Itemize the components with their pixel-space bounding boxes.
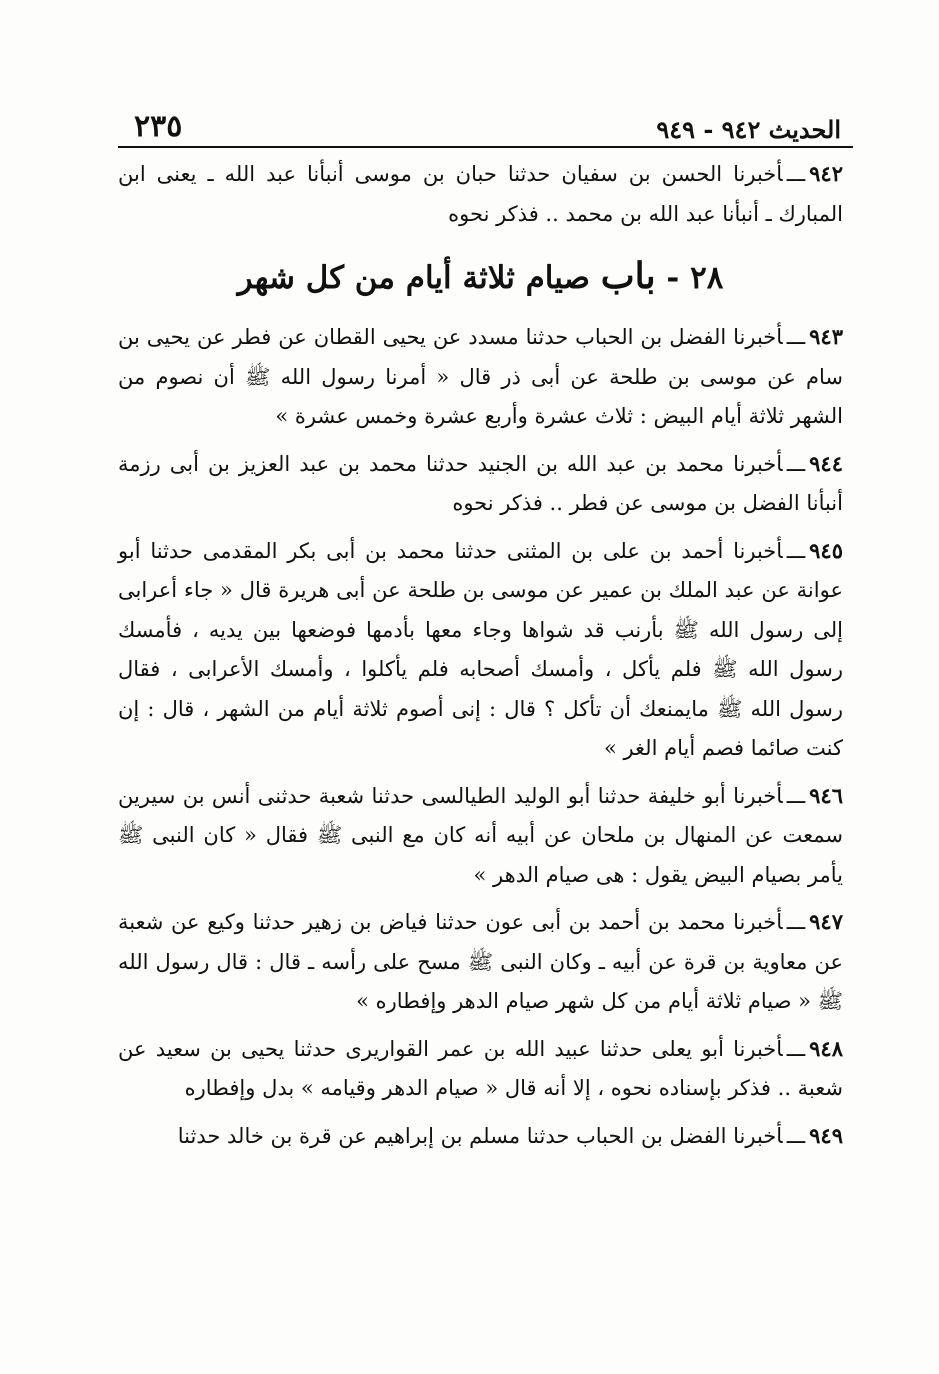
hadith-text: أخبرنا أبو خليفة حدثنا أبو الوليد الطيالسى حدثنا شعبة حدثنى أنس بن سيرين سمعت عن المنهال بن ملحان عن أبيه أنه كان مع النبى ﷺ فقال « كان النبى ﷺ يأمر بصيام البيض يقول : هى صيام الدهر » [118,783,843,887]
hadith-number: ٩٤٦ [809,782,843,808]
hadith-text: أخبرنا محمد بن أحمد بن أبى عون حدثنا فياض بن زهير حدثنا وكيع عن شعبة عن معاوية بن قرة عن أبيه ـ وكان النبى ﷺ مسح على رأسه ـ قال : قال رسول الله ﷺ « صيام ثلاثة أيام من كل شهر صيام الدهر وإفطاره » [118,910,843,1013]
page-body [118,154,843,1163]
hadith-943: ٩٤٣ـــأخبرنا الفضل بن الحباب حدثنا مسدد عن يحيى القطان عن فطر عن يحيى بن سام عن موسى بن طلحة عن أبى ذر قال « أمرنا رسول الله ﷺ أن نصوم من الشهر ثلاثة أيام البيض : ثلاث عشرة وأربع عشرة وخمس عشرة » [118,324,843,428]
hadith-948: ٩٤٨ـــأخبرنا أبو يعلى حدثنا عبيد الله بن عمر القواريرى حدثنا يحيى بن سعيد عن شعبة .. فذكر بإسناده نحوه ، إلا أنه قال « صيام الدهر وقيامه » بدل وإفطاره [118,1035,843,1100]
hadith-number: ٩٤٤ [809,450,843,476]
hadith-number: ٩٤٥ [809,537,843,563]
hadith-text: أخبرنا أبو يعلى حدثنا عبيد الله بن عمر القواريرى حدثنا يحيى بن سعيد عن شعبة .. فذكر بإسناده نحوه ، إلا أنه قال « صيام الدهر وقيامه » بدل وإفطاره [118,1036,843,1100]
header-rule [118,146,853,148]
hadith-number: ٩٤٨ [809,1035,843,1061]
hadith-text: أخبرنا محمد بن عبد الله بن الجنيد حدثنا محمد بن عبد العزيز بن أبى رزمة أنبأنا الفضل بن موسى عن فطر .. فذكر نحوه [118,451,843,515]
hadith-text: أخبرنا أحمد بن على بن المثنى حدثنا محمد بن أبى بكر المقدمى حدثنا أبو عوانة عن عبد الملك بن عمير عن موسى بن طلحة عن أبى هريرة قال « جاء أعرابى إلى رسول الله ﷺ بأرنب قد شواها وجاء معها بأدمها فوضعها بين يديه ، فأمسك رسول الله ﷺ فلم يأكل ، وأمسك أصحابه فلم يأكلوا ، وأمسك الأعرابى ، فقال رسول الله ﷺ مايمنعك أن تأكل ؟ قال : إنى أصوم ثلاثة أيام من الشهر ، قال : إن كنت صائما فصم أيام الغر » [118,538,843,760]
hadith-number: ٩٤٧ [809,909,843,934]
chapter-title: صيام ثلاثة أيام من كل شهر [237,260,590,296]
hadith-text: أخبرنا الفضل بن الحباب حدثنا مسدد عن يحيى القطان عن فطر عن يحيى بن سام عن موسى بن طلحة عن أبى ذر قال « أمرنا رسول الله ﷺ أن نصوم من الشهر ثلاثة أيام البيض : ثلاث عشرة وأربع عشرة وخمس عشرة » [118,325,843,428]
page-header [118,92,853,144]
hadith-text: أخبرنا الفضل بن الحباب حدثنا مسلم بن إبراهيم عن قرة بن خالد حدثنا [177,1123,783,1148]
page-number: ٢٣٥ [134,109,183,144]
hadith-text: أخبرنا الحسن بن سفيان حدثنا حبان بن موسى أنبأنا عبد الله ـ يعنى ابن المبارك ـ أنبأنا عبد الله بن محمد .. فذكر نحوه [118,162,843,226]
hadith-947: ٩٤٧ـــأخبرنا محمد بن أحمد بن أبى عون حدثنا فياض بن زهير حدثنا وكيع عن شعبة عن معاوية بن قرة عن أبيه ـ وكان النبى ﷺ مسح على رأسه ـ قال : قال رسول الله ﷺ « صيام ثلاثة أيام من كل شهر صيام الدهر وإفطاره » [118,909,843,1013]
chapter-bab: باب [600,255,656,297]
hadith-942: ٩٤٢ـــأخبرنا الحسن بن سفيان حدثنا حبان بن موسى أنبأنا عبد الله ـ يعنى ابن المبارك ـ أنبأنا عبد الله بن محمد .. فذكر نحوه [118,161,843,226]
hadith-number: ٩٤٩ [809,1122,843,1148]
chapter-number: ٢٨ [690,260,724,296]
hadith-number: ٩٤٢ [809,161,843,186]
hadith-949: ٩٤٩ـــأخبرنا الفضل بن الحباب حدثنا مسلم بن إبراهيم عن قرة بن خالد حدثنا [177,1122,843,1148]
hadith-945: ٩٤٥ـــأخبرنا أحمد بن على بن المثنى حدثنا محمد بن أبى بكر المقدمى حدثنا أبو عوانة عن عبد الملك بن عمير عن موسى بن طلحة عن أبى هريرة قال « جاء أعرابى إلى رسول الله ﷺ بأرنب قد شواها وجاء معها بأدمها فوضعها بين يديه ، فأمسك رسول الله ﷺ فلم يأكل ، وأمسك أصحابه فلم يأكلوا ، وأمسك الأعرابى ، فقال رسول الله ﷺ مايمنعك أن تأكل ؟ قال : إنى أصوم ثلاثة أيام من الشهر ، قال : إن كنت صائما فصم أيام الغر » [118,537,843,760]
hadith-946: ٩٤٦ـــأخبرنا أبو خليفة حدثنا أبو الوليد الطيالسى حدثنا شعبة حدثنى أنس بن سيرين سمعت عن المنهال بن ملحان عن أبيه أنه كان مع النبى ﷺ فقال « كان النبى ﷺ يأمر بصيام البيض يقول : هى صيام الدهر » [118,782,843,887]
running-head: الحديث ٩٤٢ - ٩٤٩ [656,115,841,144]
chapter-heading: ٢٨ - باب صيام ثلاثة أيام من كل شهر [237,255,724,297]
hadith-944: ٩٤٤ـــأخبرنا محمد بن عبد الله بن الجنيد حدثنا محمد بن عبد العزيز بن أبى رزمة أنبأنا الفضل بن موسى عن فطر .. فذكر نحوه [118,450,843,515]
hadith-number: ٩٤٣ [809,324,843,349]
